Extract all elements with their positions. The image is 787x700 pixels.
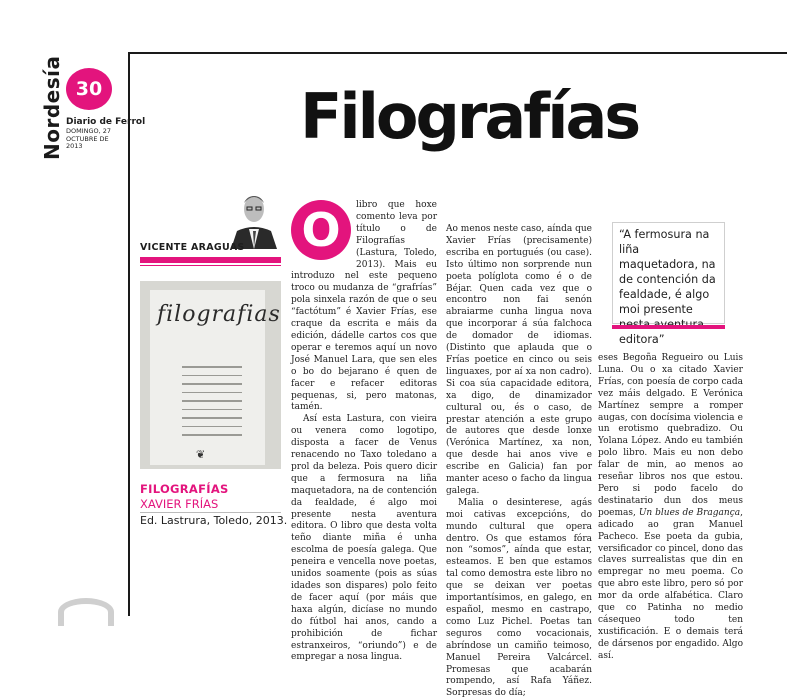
article-column-3 — [598, 353, 743, 663]
section-title: Nordesía — [40, 55, 64, 160]
paragraph: Ao menos neste caso, aínda que Xavier Frías (precisamente) escriba en portugués (ou case). Isto último non sorprende nun poeta políglota como é o de Béjar. Quen cada vez que o encontro non fai senón abraiarme cunha lingua nova que incorporar á súa falchoca de domador de idiomas. (Distinto que aplauda que o Frías poetice en cinco ou seis linguaxes, por aí xa non cadro). Si coa súa capacidade editora, xa digo, de dinamizador cultural ou, és o caso, de prestar atención a este grupo de autores que desde lonxe (Verónica Martínez, xa non, que desde hai anos vive e escribe en Galicia) fan por manter aceso o facho da lingua galega. — [446, 224, 592, 496]
paragraph: eses Begoña Regueiro ou Luis Luna. Ou o xa citado Xavier Frías, con poesía de corpo cada vez máis delgado. E Verónica Martínez sempre a romper augas, con docísima violencia e un erotismo quebradizo. Ou Yolana López. Ando eu también polo libro. Mais eu non debo falar de min, ao menos ao reseñar libros nos que estou. Pero si podo facelo do destinatario dun dos meus poemas, Un blues de Bragança, adicado ao gran Manuel Pacheco. Ese poeta da gubia, versificador co pincel, dono das claves surrealistas que din en empregar no meu poema. Co que abro este libro, pero só por mor da orde alfabética. Claro que co Patinha no medio cásequeo todo ten xustificación. E o demais terá de dársenos por engadido. Algo así. — [598, 353, 743, 661]
publication-name: Diario de Ferrol — [66, 117, 146, 127]
book-author: XAVIER FRÍAS — [140, 497, 219, 511]
publication-date: DOMINGO, 27 OCTUBRE DE 2013 — [66, 127, 112, 150]
paragraph: Así esta Lastura, con vieira ou venera como logotipo, disposta a facer de Venus renacendo no Taxo toledano a prol da beleza. Pois quero dicir que a fermosura na liña maquetadora, na de contención da fealdade, é algo moi presente nesta aventura editora. O libro que desta volta teño diante miña é unha escolma de poesía galega. Que peneira e vencella nove poetas, unidos soamente (pois as súas idades son dispares) polo feito de facer aquí (por máis que haxa algún, dicíase no mundo do fútbol hai anos, cando a prohibición de fichar estranxeiros, “oriundo”) e de empregar a nosa lingua. — [291, 414, 437, 663]
page-number-badge: 30 — [66, 68, 112, 110]
headline: Filografías — [300, 80, 639, 153]
book-info-rule — [140, 512, 281, 513]
article-column-2 — [446, 224, 592, 700]
article-column-1 — [291, 200, 437, 664]
paragraph: Malia o desinterese, agás moi cativas excepcións, do mundo cultural que opera dentro. Os que estamos fóra non “somos”, aínda que estar, esteamos. E ben que estamos tal como demostra este libro no que se deixan ver poetas importantísimos, en galego, en español, mesmo en castrapo, como Luz Pichel. Poetas tan seguros como vocacionais, abríndose un camiño teimoso, Manuel Pereira Valcárcel. Promesas que acabarán rompendo, así Rafa Yáñez. Sorpresas do día; — [446, 497, 592, 699]
paragraph: O libro que hoxe comento leva por título o de Filografías (Lastura, Toledo, 2013). Mais eu introduzo nel este pequeno troco ou mudanza de “grafrías” pola sinxela razón de que o seu “factótum” é Xavier Frías, ese craque da escrita e máis da edición, dádelle cartos cos que operar e teremos aquí un novo José Manuel Lara, que sen eles o bo do bejarano é quen de facer e refacer editoras pequenas, si, pero matonas, tamén. — [291, 200, 437, 413]
shell-logo-icon: ❦ — [196, 448, 206, 461]
margin-rule — [128, 52, 130, 616]
book-publisher: Ed. Lastrura, Toledo, 2013. — [140, 514, 288, 527]
page-corner-decoration — [58, 598, 114, 626]
book-cover-text-lines — [182, 366, 242, 443]
book-cover-title: filografias — [157, 302, 281, 327]
author-byline: VICENTE ARAGUAS — [140, 242, 245, 253]
pull-quote: “A fermosura na liña maquetadora, na de contención da fealdade, é algo moi presente editora” — [612, 222, 725, 324]
author-accent-rule — [140, 265, 281, 266]
poem-title: Un blues de Bragança — [638, 507, 741, 518]
pull-quote-accent-bar — [612, 325, 725, 329]
author-accent-bar — [140, 257, 281, 263]
header-rule — [128, 52, 787, 54]
drop-cap: O — [291, 200, 351, 260]
book-title: FILOGRAFÍAS — [140, 482, 229, 496]
author-portrait-image — [223, 187, 285, 249]
